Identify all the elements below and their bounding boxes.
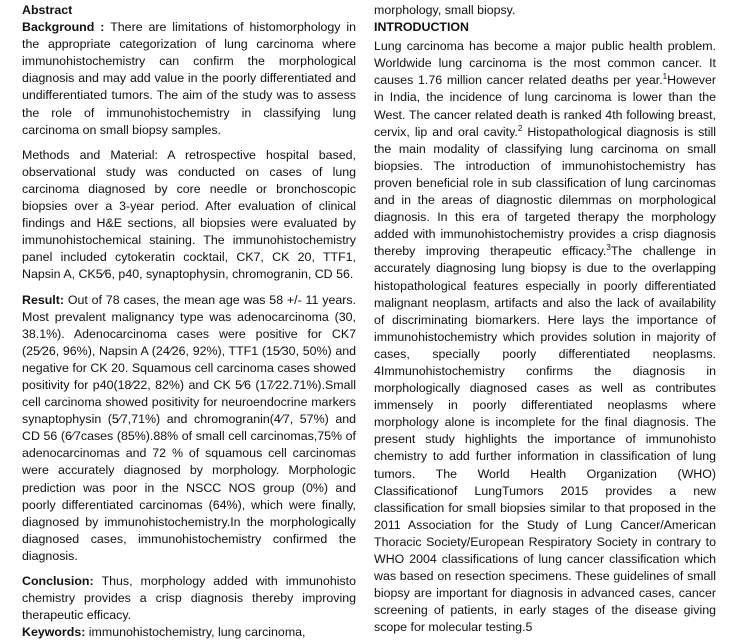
conclusion-label: Conclusion: bbox=[22, 574, 102, 588]
introduction-heading: INTRODUCTION bbox=[374, 20, 469, 35]
abstract-conclusion bbox=[22, 573, 356, 624]
result-text: Out of 78 cases, the mean age was 58 +/- 11 years. Most prevalent malignancy type was adenocarcinoma (30, 38.1%). Adenocarcinoma cases were positive for CK7 (25⁄26, 96%), Napsin A (24⁄26, 92%), TTF1 (15⁄30, 50%) and negative for CK 20. Squamous cell carcinoma cases showed positivity for p40(18⁄22, 82%) and CK 5⁄6 (17⁄22.71%).Small cell carcinoma showed positivity for neuroendocrine markers synaptophysin (5⁄7,71%) and chromogranin(4⁄7, 57%) and CD 56 (6⁄7cases (85%).88% of small cell carcinomas,75% of adenocarcinomas and 72 % of squamous cell carcinomas were accurately diagnosed by morphology. Morphologic prediction was poor in the NSCC NOS group (0%) and poorly differentiated carcinomas (64%), which were finally, diagnosed by immunohistochemistry.In the morphologically diagnosed cases, immunohistochemistry confirmed the diagnosis. bbox=[22, 292, 356, 563]
abstract-result bbox=[22, 292, 356, 566]
keywords-label: Keywords: bbox=[22, 625, 89, 640]
result-label: Result: bbox=[22, 292, 68, 307]
introduction-body bbox=[374, 38, 716, 636]
background-text: There are limitations of histomorphology in the appropriate categorization of lung carcinoma where immunohistochemistry can confirm the morphological diagnosis and may add value in the poorly differentiated and undifferentiated tumors. The aim of the study was to assess the role of immunohistochemistry in classifying lung carcinoma on small biopsy samples. bbox=[22, 20, 356, 137]
abstract-heading: Abstract bbox=[22, 3, 73, 17]
keywords-continued: morphology, small biopsy. bbox=[374, 3, 516, 17]
abstract-background bbox=[22, 19, 356, 139]
keywords-text: immunohistochemistry, lung carcinoma, bbox=[88, 625, 306, 640]
abstract-methods: Methods and Material: A retrospective hospital based, observational study was conducted on cases of lung carcinoma diagnosed by core needle or bronchoscopic biopsies over a 3-year period. After evaluation of clinical findings and H&E sections, all biopsies were evaluated by immunohistochemical staining. The immunohistochemistry panel included cytokeratin cocktail, CK7, CK 20, TTF1, Napsin A, CK5⁄6, p40, synaptophysin, chromogranin, CD 56. bbox=[22, 147, 356, 282]
ref-1: 1 bbox=[662, 72, 668, 82]
abstract-keywords bbox=[22, 624, 356, 641]
intro-part2: However in India, the incidence of lung carcinoma is lower than the West. The cancer related death is ranked 4th following breast, cervix, lip and oral cavity. bbox=[374, 73, 716, 139]
intro-part1: Lung carcinoma has become a major public health problem. Worldwide lung carcinoma is the most common cancer. It causes 1.76 million cancer related deaths per year. bbox=[374, 39, 716, 88]
left-column bbox=[22, 2, 356, 640]
ref-3: 3 bbox=[606, 243, 611, 253]
ref-2: 2 bbox=[517, 123, 523, 133]
conclusion-text: Thus, morphology added with immunohisto chemistry provides a crisp diagnosis thereby improving therapeutic efficacy. bbox=[22, 574, 356, 623]
right-column bbox=[374, 2, 716, 635]
intro-part4: The challenge in accurately diagnosing lung biopsy is due to the overlapping histopathological features especially in poorly differentiated malignant neoplasm, artifacts and also the lack of availability of discriminating biomarkers. Here lays the importance of immunohistochemistry which provides solution in majority of cases, specially poorly differentiated neoplasms. 4Immunohistochemistry confirms the diagnosis in morphologically diagnosed cases as well as contributes immensely in poorly differentiated neoplasms where morphology alone is incomplete for the final diagnosis. The present study highlights the importance of immunohisto chemistry to add further information in classification of lung tumors. The World Health Organization (WHO) Classificationof LungTumors 2015 provides a new classification for small biopsies similar to that proposed in the 2011 Association for the Study of Lung Cancer/American Thoracic Society/European Respiratory Society in contrary to WHO 2004 classifications of lung cancer classification which was based on resection specimens. These guidelines of small biopsy are important for diagnosis in advanced cases, cancer screening of patients, in early stages of the disease giving scope for molecular testing.5 bbox=[374, 244, 716, 635]
intro-part3: Histopathological diagnosis is still the main modality of classifying lung carcinoma on small biopsies. The introduction of immunohistochemistry has proven beneficial role in sub classification of lung carcinomas and in the areas of diagnostic dilemmas on morphological diagnosis. In this era of targeted therapy the morphology added with immunohistochemistry provides a crisp diagnosis thereby improving therapeutic efficacy. bbox=[374, 124, 716, 259]
background-label: Background : bbox=[22, 20, 111, 35]
